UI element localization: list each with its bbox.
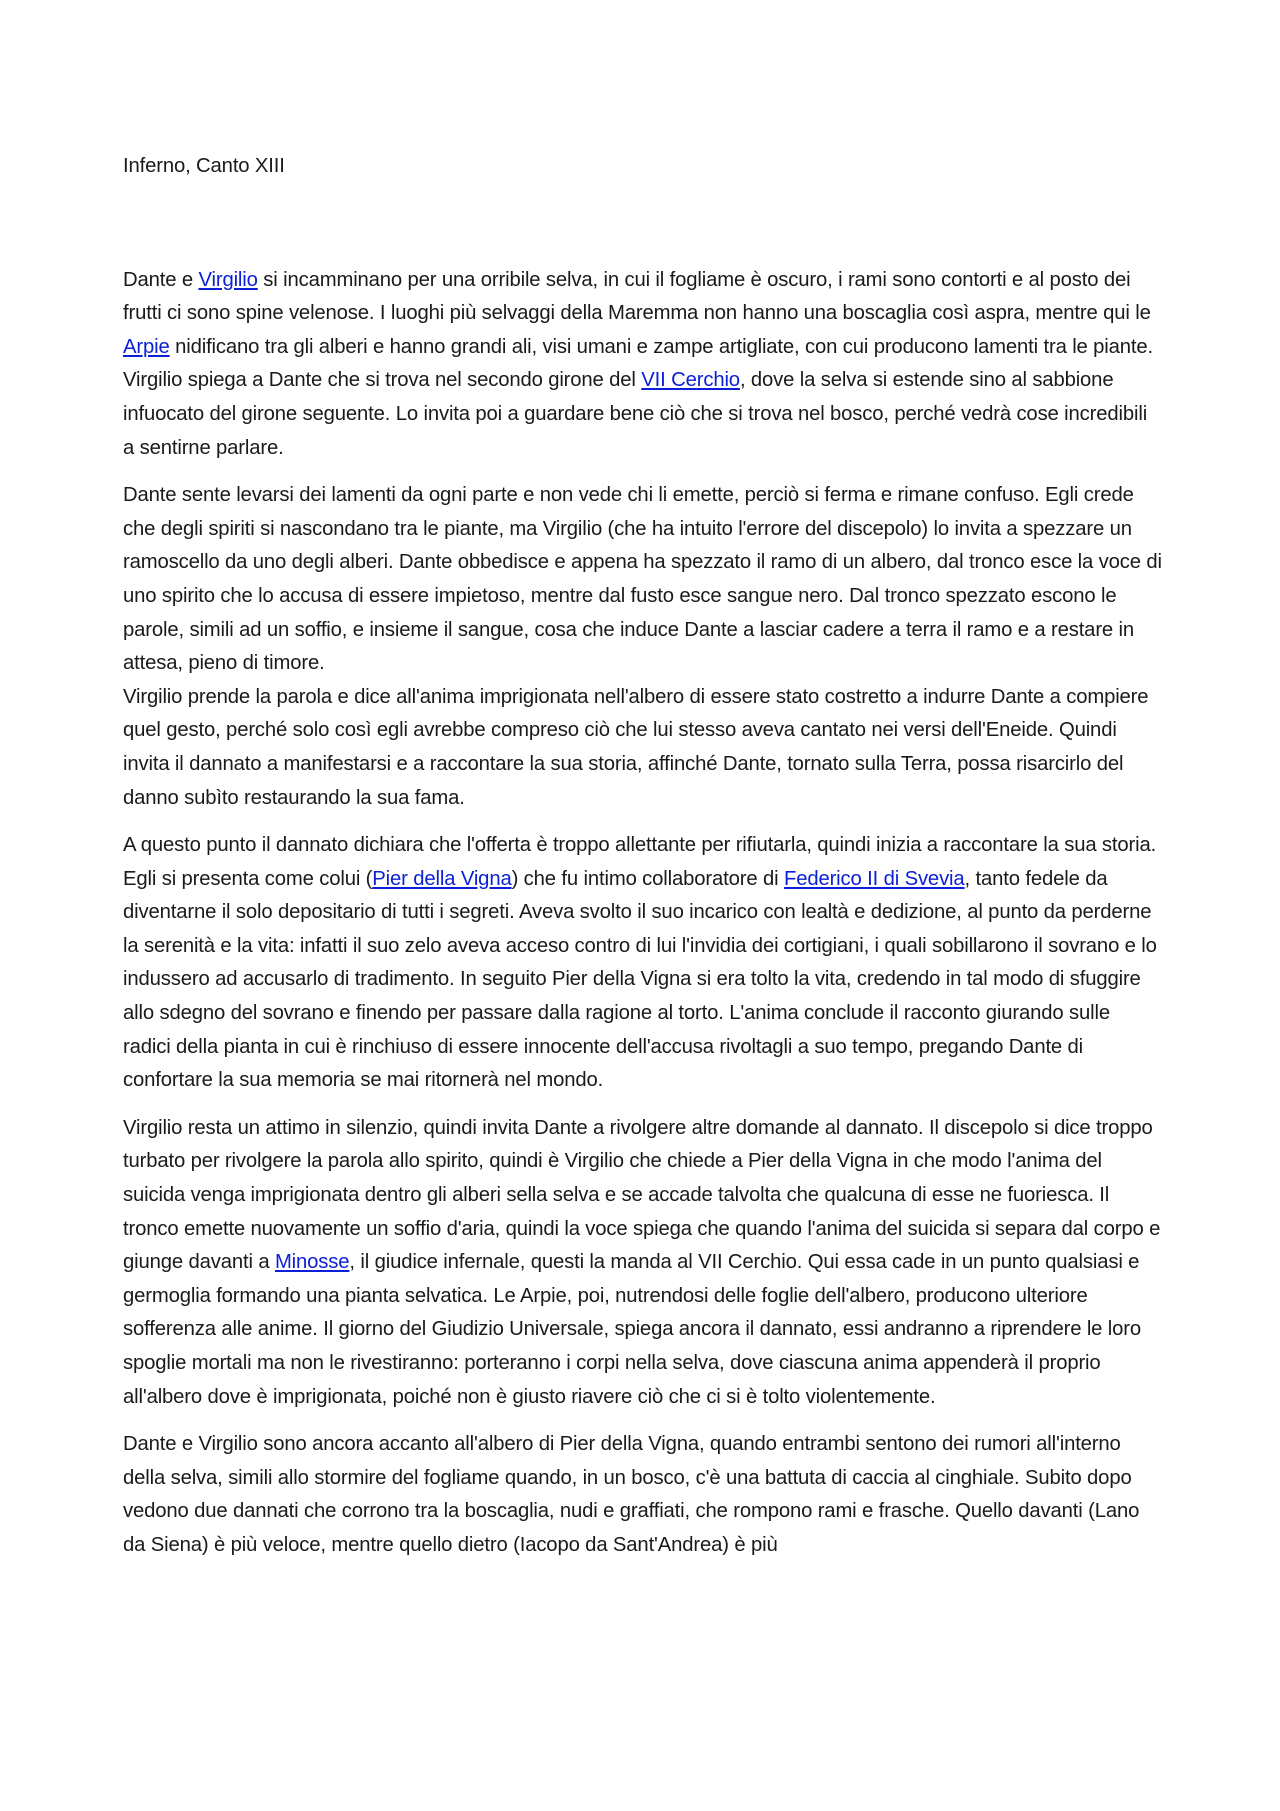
paragraph-text: ) che fu intimo collaboratore di bbox=[511, 867, 784, 890]
paragraph-6: Dante e Virgilio sono ancora accanto all'albero di Pier della Vigna, quando entrambi sentono dei rumori all'interno della selva, simili allo stormire del fogliame quando, in un bosco, c'è una battuta di caccia al cinghiale. Subito dopo vedono due dannati che corrono tra la boscaglia, nudi e graffiati, che rompono rami e frasche. Quello davanti (Lano da Siena) è più veloce, mentre quello dietro (Iacopo da Sant'Andrea) è più bbox=[123, 1433, 1140, 1556]
paragraph-text: , dove la selva si estende sino al sabbione infuocato del girone seguente. Lo invita poi a guardare bene ciò che si trova nel bosco, perché vedrà cose incredibili a sentirne parlare. bbox=[123, 369, 1148, 459]
link-federico-ii[interactable]: Federico II di Svevia bbox=[783, 867, 965, 890]
paragraph-1 bbox=[123, 264, 1163, 466]
paragraph-text: , il giudice infernale, questi la manda al VII Cerchio. Qui essa cade in un punto qualsiasi e germoglia formando una pianta selvatica. Le Arpie, poi, nutrendosi delle foglie dell'albero, producono ulteriore sofferenza alle anime. Il giorno del Giudizio Universale, spiega ancora il dannato, essi andranno a riprendere le loro spoglie mortali ma non le rivestiranno: porteranno i corpi nella selva, dove ciascuna anima appenderà il proprio all'albero dove è imprigionata, poiché non è giusto riavere ciò che ci si è tolto violentemente. bbox=[123, 1251, 1142, 1408]
paragraph-2: Dante sente levarsi dei lamenti da ogni parte e non vede chi li emette, perciò si ferma e rimane confuso. Egli crede che degli spiriti si nascondano tra le piante, ma Virgilio (che ha intuito l'errore del discepolo) lo invita a spezzare un ramoscello da uno degli alberi. Dante obbedisce e appena ha spezzato il ramo di un albero, dal tronco esce la voce di uno spirito che lo accusa di essere impietoso, mentre dal fusto esce sangue nero. Dal tronco spezzato escono le parole, simili ad un soffio, e insieme il sangue, cosa che induce Dante a lasciar cadere a terra il ramo e a restare in attesa, pieno di timore. bbox=[123, 484, 1162, 675]
paragraph-text: si incamminano per una orribile selva, in cui il fogliame è oscuro, i rami sono contorti e al posto dei frutti ci sono spine velenose. I luoghi più selvaggi della Maremma non hanno una boscaglia così aspra, mentre qui le bbox=[123, 268, 1151, 325]
paragraph-text: , tanto fedele da diventarne il solo depositario di tutti i segreti. Aveva svolto il suo incarico con lealtà e dedizione, al punto da perderne la serenità e la vita: infatti il suo zelo aveva acceso contro di lui l'invidia dei cortigiani, i quali sobillarono il sovrano e lo indussero ad accusarlo di tradimento. In seguito Pier della Vigna si era tolto la vita, credendo in tal modo di sfuggire allo sdegno del sovrano e finendo per passare dalla ragione al torto. L'anima conclude il racconto giurando sulle radici della pianta in cui è rinchiuso di essere innocente dell'accusa rivoltagli a suo tempo, pregando Dante di confortare la sua memoria se mai ritornerà nel mondo. bbox=[123, 867, 1157, 1092]
paragraph-text: Dante e bbox=[123, 268, 199, 291]
paragraph-3: Virgilio prende la parola e dice all'anima imprigionata nell'albero di essere stato costretto a indurre Dante a compiere quel gesto, perché solo così egli avrebbe compreso ciò che lui stesso aveva cantato nei versi dell'Eneide. Quindi invita il dannato a manifestarsi e a raccontare la sua storia, affinché Dante, tornato sulla Terra, possa risarcirlo del danno subìto restaurando la sua fama. bbox=[123, 685, 1149, 809]
link-pier-della-vigna[interactable]: Pier della Vigna bbox=[372, 867, 512, 890]
paragraph-text: nidificano tra gli alberi e hanno grandi ali, visi umani e zampe artigliate, con cui producono lamenti tra le piante. Virgilio spiega a Dante che si trova nel secondo girone del bbox=[123, 335, 1154, 392]
link-vii-cerchio[interactable]: VII Cerchio bbox=[641, 369, 740, 392]
paragraph-4 bbox=[123, 829, 1163, 1098]
link-minosse[interactable]: Minosse bbox=[274, 1251, 350, 1274]
link-virgilio[interactable]: Virgilio bbox=[198, 268, 258, 291]
paragraph-text: A questo punto il dannato dichiara che l'offerta è troppo allettante per rifiutarla, quindi inizia a raccontare la sua storia. Egli si presenta come colui ( bbox=[123, 834, 1157, 890]
document-title: Inferno, Canto XIII bbox=[123, 155, 285, 177]
link-arpie[interactable]: Arpie bbox=[123, 335, 170, 358]
document-body bbox=[123, 150, 1163, 1577]
paragraph-text: Virgilio resta un attimo in silenzio, quindi invita Dante a rivolgere altre domande al dannato. Il discepolo si dice troppo turbato per rivolgere la parola allo spirito, quindi è Virgilio che chiede a Pier della Vigna in che modo l'anima del suicida venga imprigionata dentro gli alberi sella selva e se accade talvolta che qualcuna di esse ne fuoriesca. Il tronco emette nuovamente un soffio d'aria, quindi la voce spiega che quando l'anima del suicida si separa dal corpo e giunge davanti a bbox=[123, 1116, 1161, 1274]
paragraph-5 bbox=[123, 1112, 1163, 1414]
